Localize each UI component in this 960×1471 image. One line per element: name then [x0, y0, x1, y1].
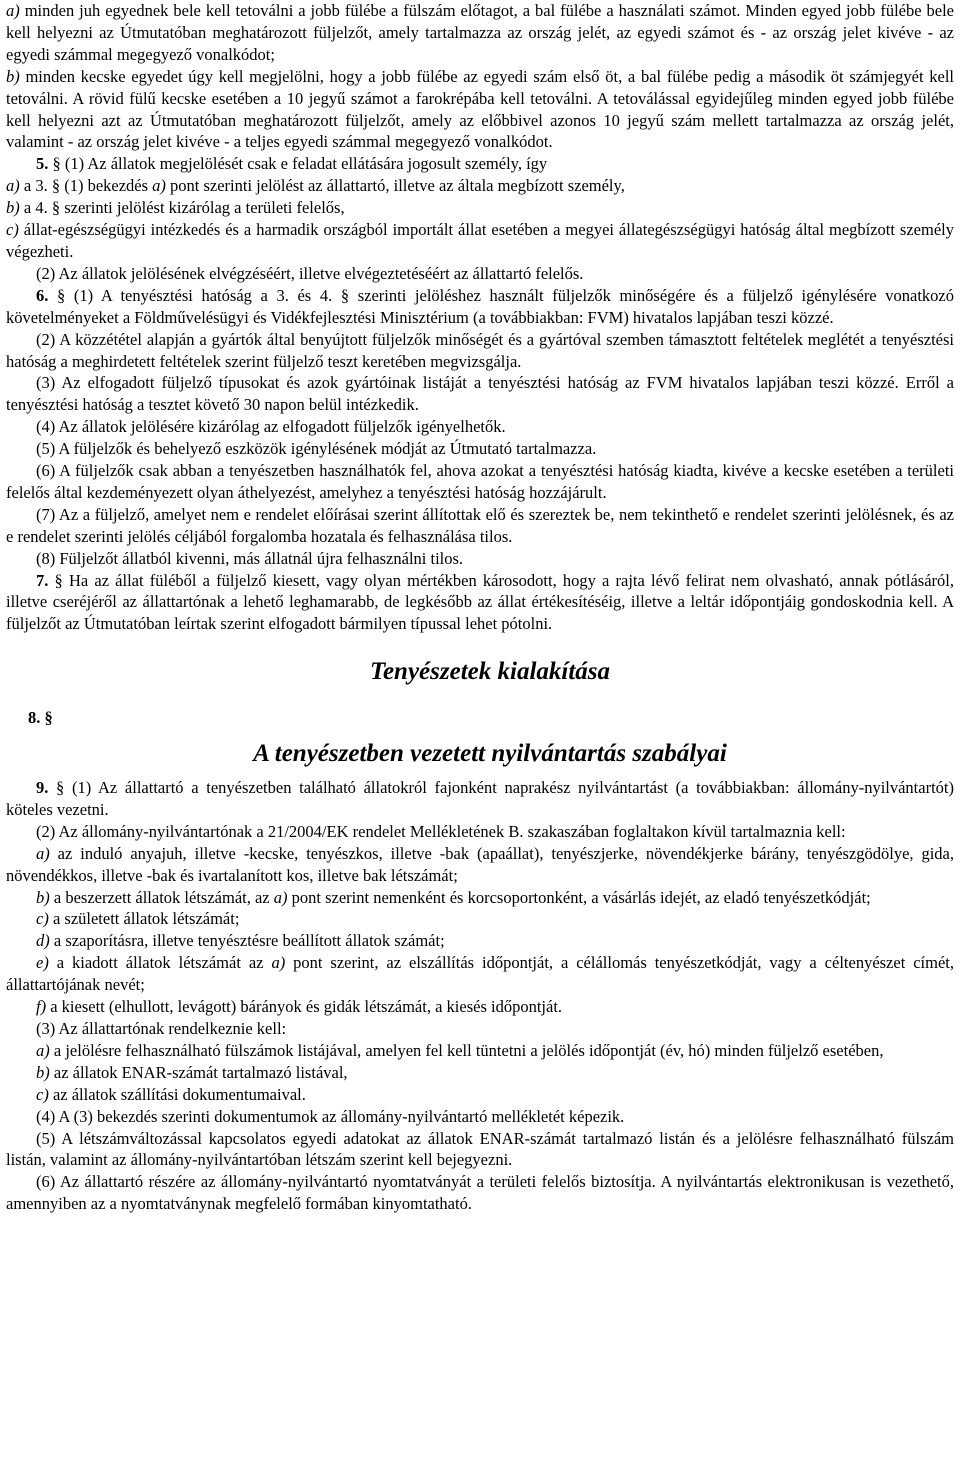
paragraph-p9: 9. § (1) Az állattartó a tenyészetben található állatokról fajonként naprakész nyilvántartást (a továbbiakban: állomány-nyilvántartót) köteles vezetni. — [6, 778, 954, 819]
paragraph-p95: (5) A létszámváltozással kapcsolatos egyedi adatokat az állatok ENAR-számát tartalmazó listán és a jelölésre felhasználható fülszám listán, valamint az állomány-nyilvántartóban létszám szerint kell bejegyezni. — [6, 1128, 954, 1170]
paragraph-p7: 7. § Ha az állat füléből a füljelző kiesett, vagy olyan mértékben károsodott, hogy a rajta lévő felirat nem olvasható, annak pótlásáról, illetve cseréjéről az állattartónak a lehető leghamarabb, de legkésőbb az állat értékesítéséig, illetve a leltár időpontjáig gondoskodnia kell. A füljelzőt az Útmutatóban leírtak szerint elfogadott bármilyen típussal lehet pótolni. — [6, 570, 954, 634]
paragraph-p5b: b) a 4. § szerinti jelölést kizárólag a területi felelős, — [6, 198, 345, 218]
paragraph-p93a: a) a jelölésre felhasználható fülszámok listájával, amelyen fel kell tüntetni a jelölés időpontját (év, hó) minden füljelző esetében, — [36, 1040, 884, 1060]
paragraph-p92b: b) a beszerzett állatok létszámát, az a) pont szerint nemenként és korcsoportonként, a vásárlás idejét, az eladó tenyészetkódját; — [36, 887, 871, 907]
paragraph-p52: (2) Az állatok jelölésének elvégzéséért, illetve elvégeztetéséért az állattartó felelős. — [36, 263, 584, 283]
paragraph-p67: (7) Az a füljelző, amelyet nem e rendelet előírásai szerint állítottak elő és szereztek be, nem tekinthető e rendelet szerinti jelölésnek, és az e rendelet szerinti jelölés céljából forgalomba hozatala és felhasználása tilos. — [6, 504, 954, 546]
paragraph-p92a: a) az induló anyajuh, illetve -kecske, tenyészkos, illetve -bak (apaállat), tenyészjerke, növendékjerke bárány, tenyészgödölye, gida, növendékkos, illetve -bak és ivartalanított kos, illetve bak létszámát; — [6, 843, 954, 885]
paragraph-p63: (3) Az elfogadott füljelző típusokat és azok gyártóinak listáját a tenyésztési hatóság az FVM hivatalos lapjában teszi közzé. Erről a tenyésztési hatóság a tesztet követő 30 napon belül intézkedik. — [6, 373, 954, 415]
paragraph-p92e: e) a kiadott állatok létszámát az a) pont szerint, az elszállítás időpontját, a célállomás tenyészetkódját, vagy a céltenyészet címét, állattartójának nevét; — [6, 953, 954, 995]
section-paragraphs-bottom — [6, 777, 954, 1215]
paragraph-p5c: c) állat-egészségügyi intézkedés és a harmadik országból importált állat esetében a megyei állategészségügyi hatóság által megbízott személy végezheti. — [6, 220, 954, 261]
paragraph-p92c: c) a született állatok létszámát; — [36, 909, 240, 929]
paragraph-p65: (5) A füljelzők és behelyező eszközök igénylésének módját az Útmutató tartalmazza. — [36, 439, 597, 459]
paragraph-pa: a) minden juh egyednek bele kell tetoválni a jobb fülébe a fülszám előtagot, a bal fülébe a használati számot. Minden egyed jobb fülébe bele kell helyezni az Útmutatóban meghatározott füljelzőt, amely tartalmazza az ország jelét, az egyedi számot és - az ország jelet kivéve - az egyedi számmal megegyező vonalkódot; — [6, 1, 954, 64]
paragraph-pb: b) minden kecske egyedet úgy kell megjelölni, hogy a jobb fülébe az egyedi szám első öt, a bal fülébe pedig a második öt számjegyét kell tetoválni. A rövid fülű kecske esetében a 10 jegyű számot a farokrépába kell tetoválni. A tetoválással egyidejűleg minden egyed jobb fülébe kell helyezni azt az Útmutatóban meghatározott füljelzőt, amely az előbbivel azonos 10 jegyű szám mellett tartalmazza az ország jelét, valamint - az ország jelet kivéve - a teljes egyedi számmal megegyező vonalkódot. — [6, 66, 954, 152]
paragraph-p93b: b) az állatok ENAR-számát tartalmazó listával, — [36, 1062, 348, 1082]
paragraph-p66: (6) A füljelzők csak abban a tenyészetben használhatók fel, ahova azokat a tenyésztési hatóság kiadta, kivéve a kecske esetében a területi felelős által kezdeményezett olyan áthelyezést, amelyhez a tenyésztési hatóság hozzájárult. — [6, 461, 954, 502]
paragraph-p92d: d) a szaporításra, illetve tenyésztésre beállított állatok számát; — [36, 931, 445, 951]
paragraph-p93: (3) Az állattartónak rendelkeznie kell: — [36, 1018, 287, 1038]
paragraph-p5a: a) a 3. § (1) bekezdés a) pont szerinti jelölést az állattartó, illetve az általa megbízott személy, — [6, 176, 625, 196]
section-paragraphs-top — [6, 0, 954, 635]
paragraph-p5: 5. § (1) Az állatok megjelölését csak e feladat ellátására jogosult személy, így — [36, 154, 548, 174]
paragraph-p92: (2) Az állomány-nyilvántartónak a 21/2004/EK rendelet Mellékletének B. szakaszában foglaltakon kívül tartalmaznia kell: — [36, 821, 846, 841]
paragraph-p68: (8) Füljelzőt állatból kivenni, más állatnál újra felhasználni tilos. — [36, 548, 464, 568]
section-8-label: 8. § — [28, 708, 53, 728]
paragraph-p62: (2) A közzététel alapján a gyártók által benyújtott füljelzők minőségét és a gyártóval szemben támasztott feltételek meglétét a tenyésztési hatóság a meghirdetett feltételek szerint füljelző teszt keretében megvizsgálja. — [6, 329, 954, 371]
paragraph-p96: (6) Az állattartó részére az állomány-nyilvántartó nyomtatványát a területi felelős biztosítja. A nyilvántartás elektronikusan is vezethető, amennyiben az a nyomtatványnak megfelelő formában kinyomtatható. — [6, 1172, 954, 1214]
heading-nyilvantartas: A tenyészetben vezetett nyilvántartás szabályai — [253, 740, 727, 768]
paragraph-p93c: c) az állatok szállítási dokumentumaival. — [36, 1084, 306, 1104]
paragraph-p6: 6. § (1) A tenyésztési hatóság a 3. és 4. § szerinti jelöléshez használt füljelzők minőségére és a füljelző igénylésére vonatkozó követelményeket a Földművelésügyi és Vidékfejlesztési Minisztérium (a továbbiakban: FVM) hivatalos lapjában teszi közzé. — [6, 285, 954, 327]
paragraph-p94: (4) A (3) bekezdés szerinti dokumentumok az állomány-nyilvántartó mellékletét képezik. — [36, 1106, 625, 1126]
paragraph-p92f: f) a kiesett (elhullott, levágott) bárányok és gidák létszámát, a kiesés időpontját. — [36, 997, 563, 1017]
heading-tenyeszetek: Tenyészetek kialakítása — [369, 658, 611, 686]
paragraph-p64: (4) Az állatok jelölésére kizárólag az elfogadott füljelzők igényelhetők. — [36, 417, 506, 437]
